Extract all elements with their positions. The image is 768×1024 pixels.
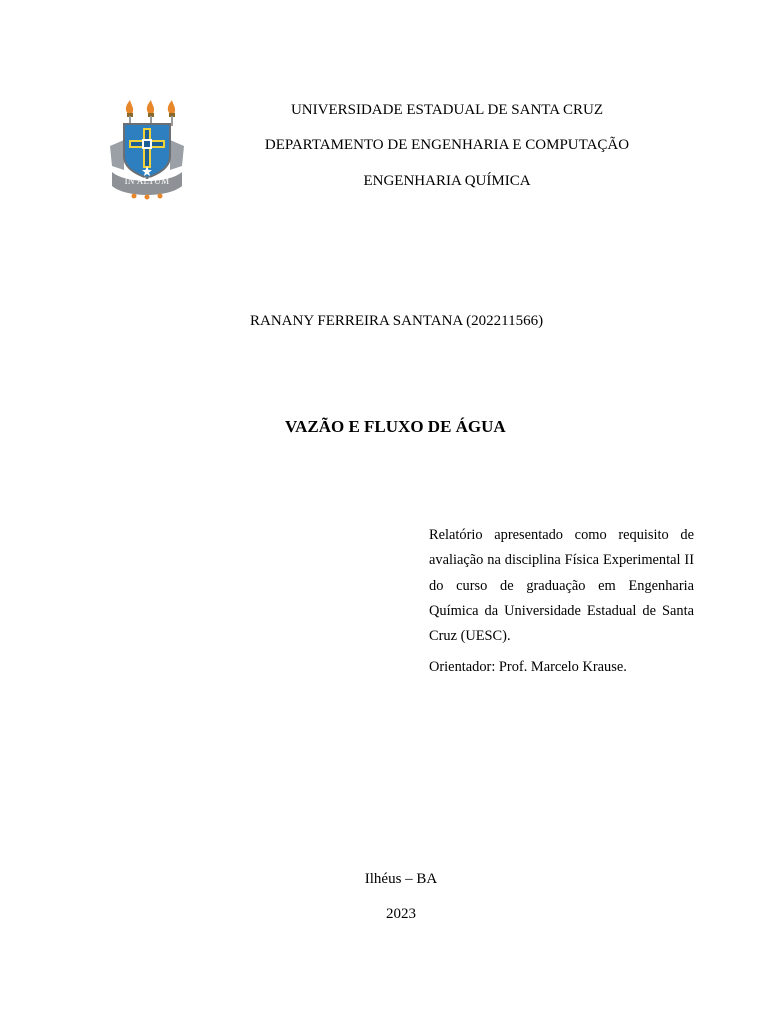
course-name: ENGENHARIA QUÍMICA: [363, 173, 531, 189]
university-name: UNIVERSIDADE ESTADUAL DE SANTA CRUZ: [290, 102, 604, 118]
crest-motto: IN ALTUM: [124, 176, 170, 186]
department-name: DEPARTAMENTO DE ENGENHARIA E COMPUTAÇÃO: [264, 137, 630, 153]
report-description: Relatório apresentado como requisito de avaliação na disciplina Física Experimental II do curso de graduação em Engenharia Química da Universidade Estadual de Santa Cruz (UESC).: [429, 527, 694, 645]
footer-city: Ilhéus – BA: [364, 871, 438, 887]
report-title: VAZÃO E FLUXO DE ÁGUA: [285, 417, 506, 436]
author-name: RANANY FERREIRA SANTANA (202211566): [250, 313, 544, 329]
footer-year: 2023: [386, 906, 416, 922]
report-advisor: Orientador: Prof. Marcelo Krause.: [429, 659, 627, 675]
